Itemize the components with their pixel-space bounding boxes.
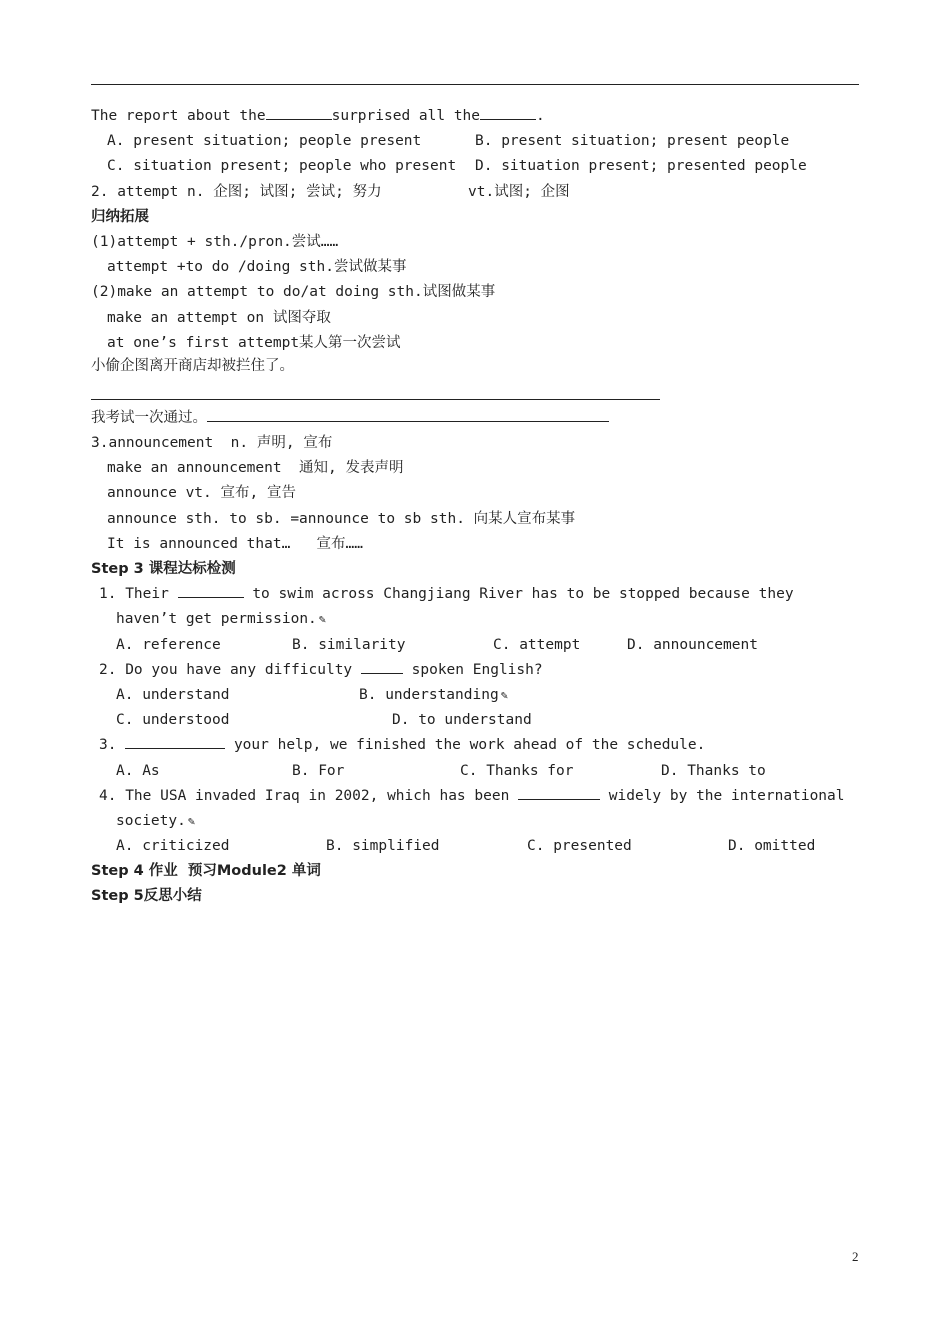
content [91, 104, 861, 910]
page-number: 2 [852, 1249, 859, 1264]
usage-line: make an announcement 通知, 发表声明 [107, 460, 404, 477]
usage-line: attempt +to do /doing sth.尝试做某事 [107, 259, 407, 276]
answer-line-spacer [91, 376, 861, 406]
question-stem: 4. The USA invaded Iraq in 2002, which has been widely by the international [91, 784, 861, 809]
question-stem: society. ✎ [116, 812, 196, 829]
translation-answer-line[interactable] [91, 399, 660, 400]
usage-line: make an attempt on 试图夺取 [107, 309, 331, 326]
usage-line: at one’s first attempt某人第一次尝试 [107, 334, 401, 351]
answer-blank[interactable] [207, 407, 609, 422]
usage-line: It is announced that… 宣布…… [107, 535, 363, 552]
option-row: C. situation present; people who present D. situation present; presented people [107, 158, 807, 175]
option-row: A. criticized B. simplified C. presented D. omitted [116, 838, 816, 855]
question-stem: 3. your help, we finished the work ahead of the schedule. [91, 733, 861, 758]
usage-line: (1)attempt + sth./pron.尝试…… [91, 233, 339, 250]
usage-line: (2)make an attempt to do/at doing sth.试图做某事 [91, 284, 496, 301]
question-stem: The report about the surprised all the . [91, 104, 861, 129]
answer-blank[interactable] [178, 583, 244, 598]
pen-icon: ✎ [318, 612, 327, 627]
option-row: A. As B. For C. Thanks for D. Thanks to [116, 762, 766, 779]
pen-icon: ✎ [187, 813, 196, 828]
step-heading: Step 4 作业 预习Module2 单词 [91, 863, 321, 880]
header-rule [91, 84, 859, 85]
answer-blank[interactable] [361, 659, 403, 674]
translation-prompt: 小偷企图离开商店却被拦住了。 [91, 357, 294, 374]
answer-blank[interactable] [480, 105, 536, 120]
pen-icon: ✎ [500, 687, 508, 702]
question-stem: 2. Do you have any difficulty spoken English? [91, 658, 861, 683]
step-heading: Step 5反思小结 [91, 888, 202, 905]
usage-line: announce vt. 宣布, 宣告 [107, 485, 296, 502]
answer-blank[interactable] [125, 734, 225, 749]
option-row: A. reference B. similarity C. attempt D. announcement [116, 636, 758, 653]
answer-blank[interactable] [518, 785, 600, 800]
option-row: A. understand B. understanding ✎ [116, 686, 508, 703]
usage-line: announce sth. to sb. =announce to sb sth. 向某人宣布某事 [107, 510, 576, 527]
question-stem: haven’t get permission. ✎ [116, 611, 327, 628]
vocab-heading: 3.announcement n. 声明, 宣布 [91, 435, 333, 452]
step-heading: Step 3 课程达标检测 [91, 561, 236, 577]
answer-blank[interactable] [266, 105, 332, 120]
question-stem: 1. Their to swim across Changjiang River has to be stopped because they [91, 582, 861, 607]
option-row: A. present situation; people present B. present situation; present people [107, 133, 790, 150]
translation-prompt: 我考试一次通过。 [91, 406, 861, 431]
option-row: C. understood D. to understand [116, 712, 532, 729]
vocab-heading: 2. attempt n. 企图; 试图; 尝试; 努力 vt.试图; 企图 [91, 183, 570, 200]
section-heading: 归纳拓展 [91, 208, 149, 225]
